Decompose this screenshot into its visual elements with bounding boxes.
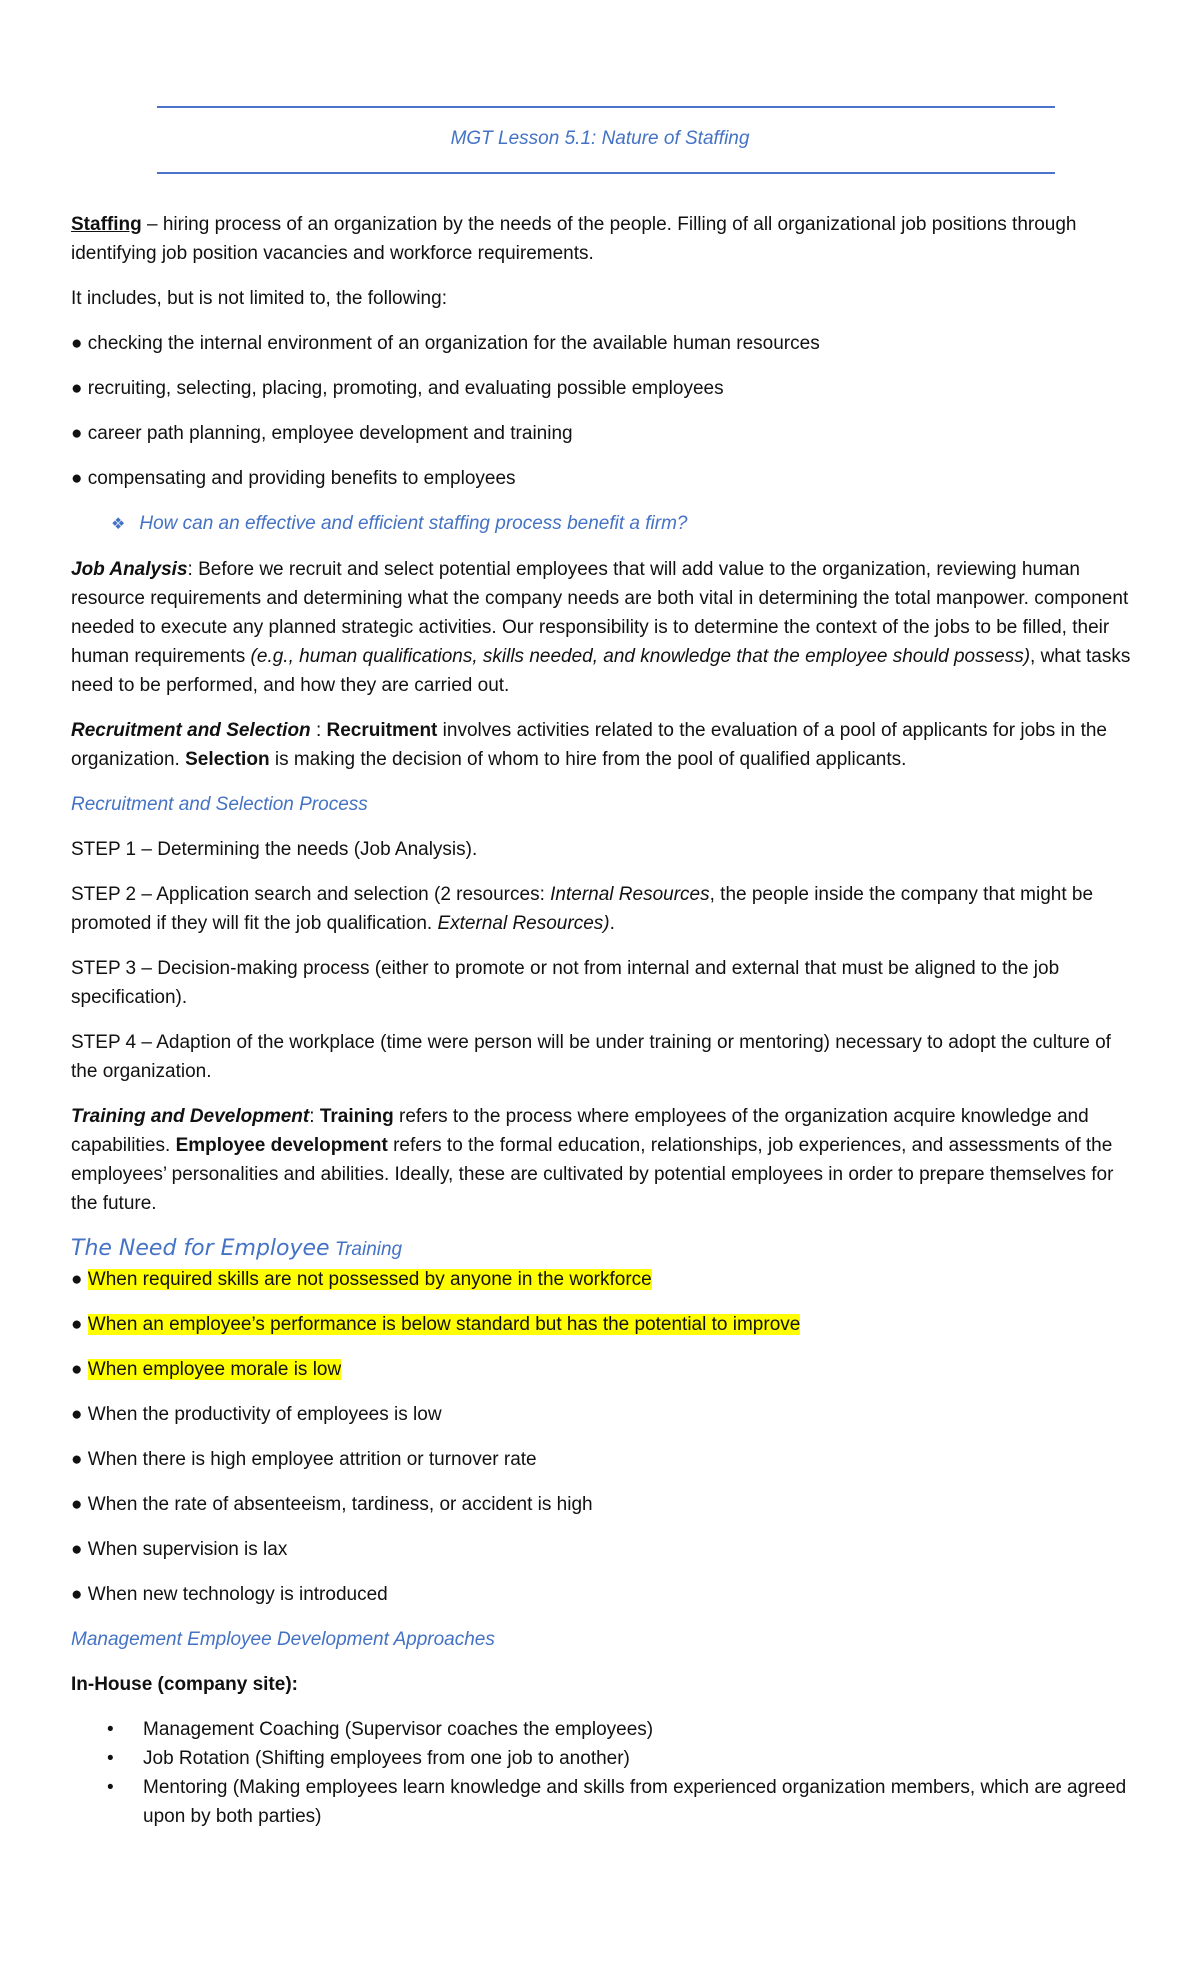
training-paragraph: Training and Development: Training refers to the process where employees of the organization acquire knowledge and capabilities. Employee development refers to the formal education, relationships, job experiences, and assessments of the employees’ personalities and abilities. Ideally, these are cultivated by potential employees in order to prepare themselves for the future. <box>71 1106 1114 1214</box>
need-item-highlighted: ● When an employee’s performance is below standard but has the potential to improve <box>71 1314 801 1335</box>
step-2: STEP 2 – Application search and selection (2 resources: Internal Resources, the people inside the company that might be promoted if they will fit the job qualification. External Resources). <box>71 884 1094 934</box>
need-item-highlighted: ● When employee morale is low <box>71 1359 342 1380</box>
step-3: STEP 3 – Decision-making process (either to promote or not from internal and external that must be aligned to the job specification). <box>71 958 1060 1008</box>
need-item: ● When the productivity of employees is low <box>71 1404 442 1425</box>
recruitment-paragraph: Recruitment and Selection : Recruitment involves activities related to the evaluation of a pool of applicants for jobs in the organization. Selection is making the decision of whom to hire from the pool of qualified applicants. <box>71 720 1107 770</box>
step-1: STEP 1 – Determining the needs (Job Analysis). <box>71 839 478 860</box>
diamond-bullet-icon: ❖ <box>111 516 126 533</box>
recruitment-term: Recruitment and Selection <box>71 720 311 741</box>
document-body <box>71 210 1141 1831</box>
mgmt-development-heading: Management Employee Development Approaches <box>71 1629 495 1650</box>
need-item: ● When there is high employee attrition or turnover rate <box>71 1449 537 1470</box>
includes-intro: It includes, but is not limited to, the following: <box>71 288 447 309</box>
inhouse-list <box>71 1715 1141 1831</box>
need-item: ● When new technology is introduced <box>71 1584 388 1605</box>
staffing-definition: Staffing – hiring process of an organization by the needs of the people. Filling of all organizational job positions through identifying job position vacancies and workforce requirements. <box>71 214 1077 264</box>
page-title: MGT Lesson 5.1: Nature of Staffing <box>450 128 750 149</box>
includes-item: ● compensating and providing benefits to employees <box>71 468 516 489</box>
guiding-question: ❖ How can an effective and efficient staffing process benefit a firm? <box>111 513 688 534</box>
includes-item: ● recruiting, selecting, placing, promoting, and evaluating possible employees <box>71 378 724 399</box>
inhouse-item: • Management Coaching (Supervisor coaches the employees) <box>143 1715 1141 1744</box>
inhouse-item: • Mentoring (Making employees learn knowledge and skills from experienced organization members, which are agreed upon by both parties) <box>143 1773 1141 1831</box>
need-item: ● When the rate of absenteeism, tardiness, or accident is high <box>71 1494 593 1515</box>
job-analysis-paragraph: Job Analysis: Before we recruit and select potential employees that will add value to the organization, reviewing human resource requirements and determining what the company needs are both vital in determining the total manpower. component needed to execute any planned strategic activities. Our responsibility is to determine the context of the jobs to be filled, their human requirements (e.g., human qualifications, skills needed, and knowledge that the employee should possess), what tasks need to be performed, and how they are carried out. <box>71 559 1131 696</box>
inhouse-heading: In-House (company site): <box>71 1674 298 1695</box>
training-term: Training and Development <box>71 1106 310 1127</box>
staffing-term: Staffing <box>71 214 142 235</box>
need-item-highlighted: ● When required skills are not possessed by anyone in the workforce <box>71 1269 652 1290</box>
includes-item: ● career path planning, employee development and training <box>71 423 573 444</box>
header-top-rule <box>157 106 1055 108</box>
need-item: ● When supervision is lax <box>71 1539 288 1560</box>
header-bottom-rule <box>157 172 1055 174</box>
inhouse-item: • Job Rotation (Shifting employees from one job to another) <box>143 1744 1141 1773</box>
includes-item: ● checking the internal environment of an organization for the available human resources <box>71 333 820 354</box>
step-4: STEP 4 – Adaption of the workplace (time were person will be under training or mentoring) necessary to adopt the culture of the organization. <box>71 1032 1111 1082</box>
need-training-heading: The Need for Employee Training <box>71 1236 403 1261</box>
job-analysis-term: Job Analysis <box>71 559 188 580</box>
process-heading: Recruitment and Selection Process <box>71 794 368 815</box>
